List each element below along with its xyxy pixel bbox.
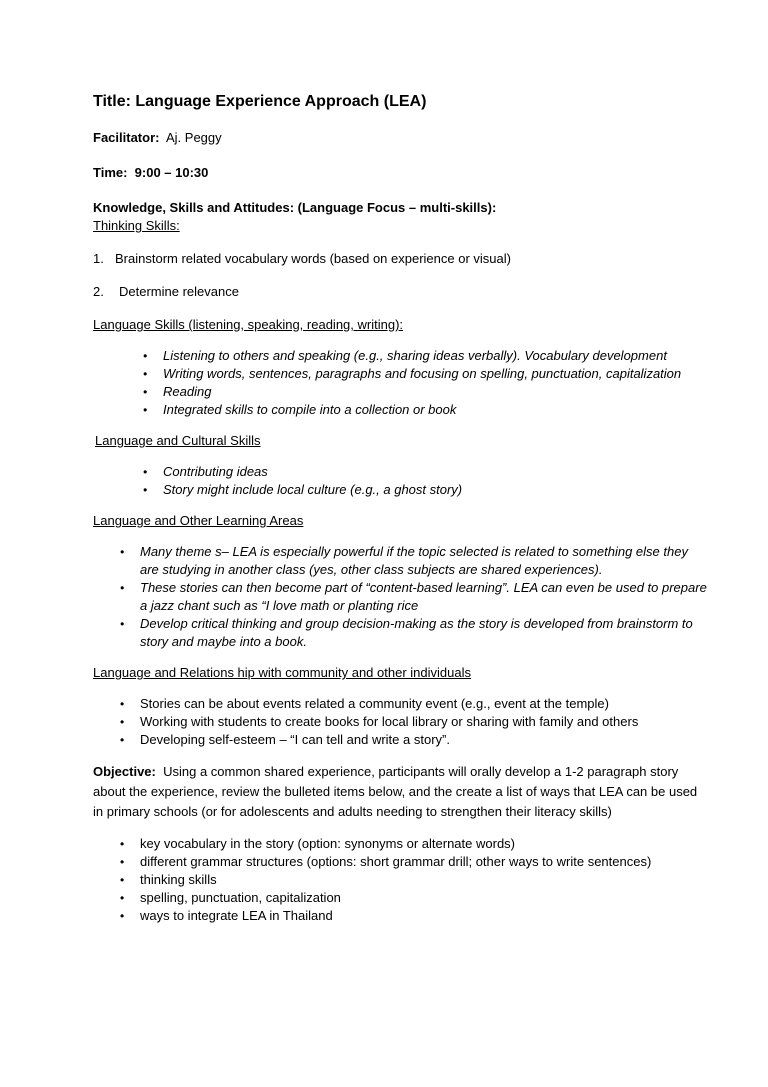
thinking-skills-heading: Thinking Skills: (93, 218, 180, 233)
facilitator-line (93, 129, 708, 147)
bullet-icon: • (120, 837, 125, 851)
thinking-skill-item (93, 283, 708, 301)
list-item: • Developing self-esteem – “I can tell and write a story”. (120, 732, 450, 747)
list-item: • Many theme s– LEA is especially powerful if the topic selected is related to something else they are studying in another class (yes, other class subjects are shared experiences). (120, 544, 688, 577)
bullet-icon: • (120, 891, 125, 905)
bullet-icon: • (120, 733, 125, 747)
list-item: • Develop critical thinking and group decision-making as the story is developed from brainstorm to story and maybe into a book. (120, 616, 693, 649)
list-item: • Story might include local culture (e.g., a ghost story) (143, 482, 463, 497)
cultural-skills-heading: Language and Cultural Skills (95, 433, 261, 448)
list-item: • Reading (143, 384, 212, 399)
list-item: • Working with students to create books for local library or sharing with family and others (120, 714, 639, 729)
bullet-icon: • (120, 909, 125, 923)
list-item: • spelling, punctuation, capitalization (120, 890, 341, 905)
list-item: • Writing words, sentences, paragraphs and focusing on spelling, punctuation, capitalization (143, 366, 682, 381)
bullet-icon: • (143, 403, 148, 417)
ksa-heading: Knowledge, Skills and Attitudes: (Language Focus – multi-skills): (93, 200, 497, 215)
objective-text: Using a common shared experience, participants will orally develop a 1-2 paragraph story about the experience, review the bulleted items below, and the create a list of ways that LEA can be used in primary schools (or for adolescents and adults needing to strengthen their literacy skills) (93, 764, 698, 819)
list-item: • key vocabulary in the story (option: synonyms or alternate words) (120, 836, 516, 851)
other-areas-list (93, 543, 708, 651)
list-item: • thinking skills (120, 872, 217, 887)
list-item: • ways to integrate LEA in Thailand (120, 908, 333, 923)
other-areas-heading: Language and Other Learning Areas (93, 513, 304, 528)
bullet-icon: • (120, 545, 125, 559)
time-value: 9:00 – 10:30 (134, 165, 209, 180)
relationship-heading: Language and Relations hip with community and other individuals (93, 665, 471, 680)
objective-paragraph (93, 762, 708, 822)
bullet-icon: • (143, 385, 148, 399)
bullet-icon: • (120, 715, 125, 729)
facilitator-value: Aj. Peggy (165, 130, 222, 145)
facilitator-label: Facilitator: (93, 130, 160, 145)
bullet-icon: • (143, 483, 148, 497)
objective-list (93, 835, 708, 925)
list-item: • Listening to others and speaking (e.g., sharing ideas verbally). Vocabulary development (143, 348, 667, 363)
language-skills-list (93, 347, 708, 419)
item-text: Brainstorm related vocabulary words (based on experience or visual) (115, 251, 511, 266)
bullet-icon: • (143, 367, 148, 381)
bullet-icon: • (143, 349, 148, 363)
language-skills-heading: Language Skills (listening, speaking, reading, writing): (93, 317, 404, 332)
item-number: 1. (93, 251, 104, 266)
bullet-icon: • (143, 465, 148, 479)
item-text: Determine relevance (119, 284, 239, 299)
list-item: • different grammar structures (options: short grammar drill; other ways to write sentences) (120, 854, 652, 869)
list-item: • Contributing ideas (143, 464, 268, 479)
list-item: • Integrated skills to compile into a collection or book (143, 402, 457, 417)
bullet-icon: • (120, 581, 125, 595)
time-line (93, 164, 708, 182)
bullet-icon: • (120, 873, 125, 887)
thinking-skill-item (93, 250, 708, 268)
relationship-list (93, 695, 708, 749)
page-title: Title: Language Experience Approach (LEA) (93, 93, 427, 110)
cultural-skills-list (93, 463, 708, 499)
bullet-icon: • (120, 855, 125, 869)
time-label: Time: (93, 165, 128, 180)
bullet-icon: • (120, 617, 125, 631)
list-item: • Stories can be about events related a community event (e.g., event at the temple) (120, 696, 609, 711)
item-number: 2. (93, 284, 104, 299)
list-item: • These stories can then become part of “content-based learning”. LEA can even be used to prepare a jazz chant such as “I love math or planting rice (120, 580, 707, 613)
objective-label: Objective: (93, 764, 156, 779)
bullet-icon: • (120, 697, 125, 711)
